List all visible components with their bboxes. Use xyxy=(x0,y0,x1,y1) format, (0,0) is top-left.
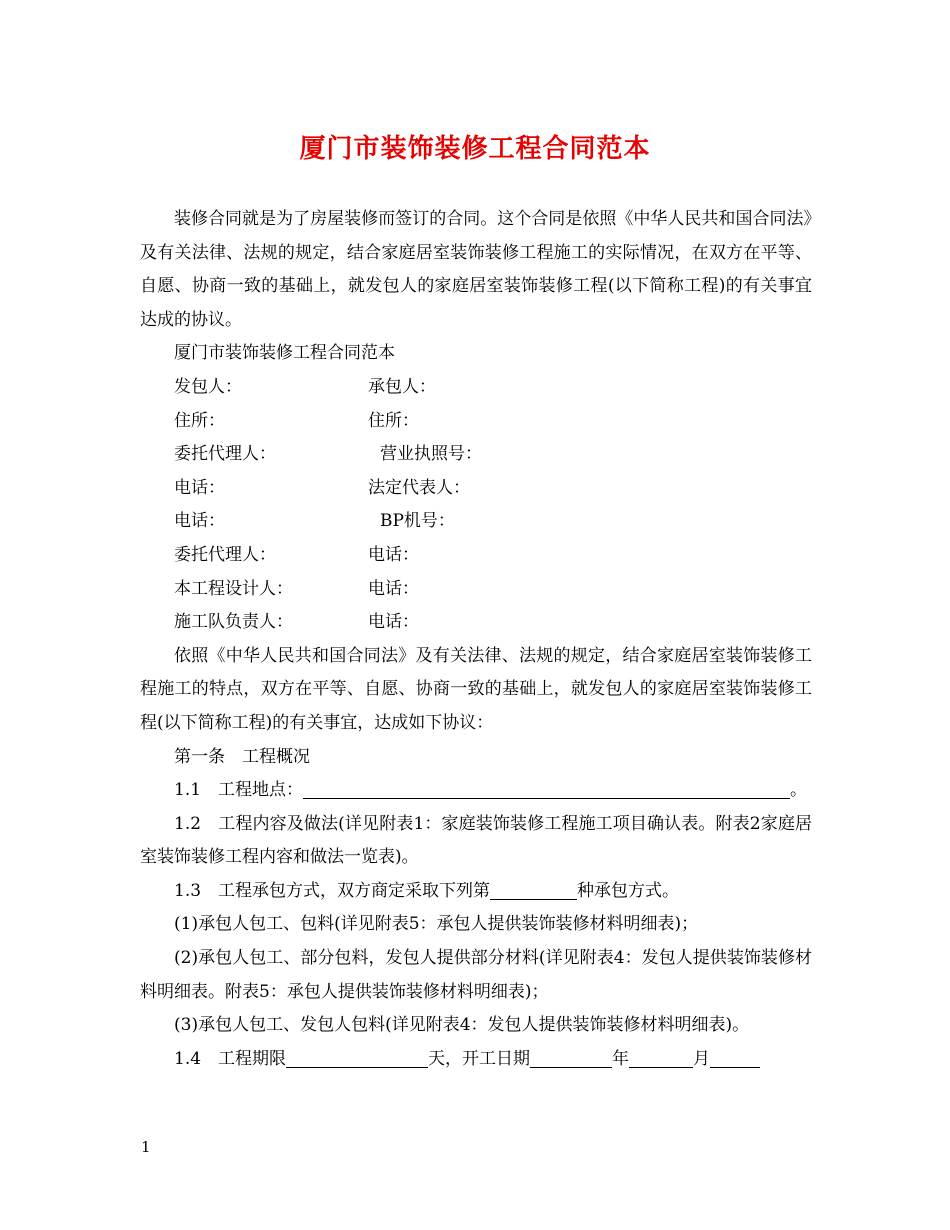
party-right-label: 电话： xyxy=(368,544,419,565)
party-row xyxy=(140,371,812,405)
contract-method-blank[interactable] xyxy=(490,877,577,900)
document-body xyxy=(140,203,812,1076)
clause-1-3 xyxy=(140,875,812,909)
clause-1-4-start: 天，开工日期 xyxy=(428,1048,531,1069)
clause-1-1-end: 。 xyxy=(790,780,808,801)
clause-1-4 xyxy=(140,1043,812,1077)
party-left-label: 委托代理人： xyxy=(174,544,276,565)
option-1: (1)承包人包工、包料(详见附表5：承包人提供装饰装修材料明细表)； xyxy=(174,914,699,935)
clause-1-4-text: 1.4 工程期限 xyxy=(174,1048,287,1069)
clause-1-3-suffix: 种承包方式。 xyxy=(577,880,680,901)
basis-paragraph: 依照《中华人民共和国合同法》及有关法律、法规的规定，结合家庭居室装饰装修工程施工的特点，双方在平等、自愿、协商一致的基础上，就发包人的家庭居室装饰装修工程(以下简称工程)的有关事宜，达成如下协议： xyxy=(140,645,812,733)
option-3: (3)承包人包工、发包人包料(详见附表4：发包人提供装饰装修材料明细表)。 xyxy=(174,1015,750,1036)
party-left-label: 本工程设计人： xyxy=(174,578,293,599)
document-title: 厦门市装饰装修工程合同范本 xyxy=(299,134,651,164)
party-right-label: 电话： xyxy=(368,612,419,633)
option-2: (2)承包人包工、部分包料，发包人提供部分材料(详见附表4：发包人提供装饰装修材料明细表。附表5：承包人提供装饰装修材料明细表)； xyxy=(140,948,812,1002)
clause-1-1 xyxy=(140,774,812,808)
party-right-label: 法定代表人： xyxy=(368,477,470,498)
party-row xyxy=(140,539,812,573)
party-right-label: BP机号： xyxy=(380,511,455,532)
clause-1-2: 1.2 工程内容及做法(详见附表1：家庭装饰装修工程施工项目确认表。附表2家庭居室装饰装修工程内容和做法一览表)。 xyxy=(140,813,812,868)
intro-paragraph: 装修合同就是为了房屋装修而签订的合同。这个合同是依照《中华人民共和国合同法》及有关法律、法规的规定，结合家庭居室装饰装修工程施工的实际情况，在双方在平等、自愿、协商一致的基础上，就发包人的家庭居室装饰装修工程(以下简称工程)的有关事宜达成的协议。 xyxy=(140,209,812,330)
party-row xyxy=(140,606,812,640)
party-row xyxy=(140,438,812,472)
party-left-label: 电话： xyxy=(174,477,225,498)
site-address-blank[interactable] xyxy=(303,776,790,799)
party-right-label: 住所： xyxy=(368,410,419,431)
party-right-label: 营业执照号： xyxy=(380,444,482,465)
party-row xyxy=(140,505,812,539)
month-label: 月 xyxy=(693,1048,711,1069)
party-left-label: 发包人： xyxy=(174,376,242,397)
start-day-blank[interactable] xyxy=(710,1045,760,1068)
party-right-label: 电话： xyxy=(368,578,419,599)
page-number: 1 xyxy=(141,1138,151,1156)
clause-1-1-label: 1.1 工程地点： xyxy=(174,780,304,801)
party-left-label: 电话： xyxy=(174,511,225,532)
party-left-label: 住所： xyxy=(174,410,225,431)
start-month-blank[interactable] xyxy=(629,1045,693,1068)
start-year-blank[interactable] xyxy=(530,1045,612,1068)
subtitle-line: 厦门市装饰装修工程合同范本 xyxy=(174,343,395,364)
party-row xyxy=(140,472,812,506)
party-left-label: 施工队负责人： xyxy=(174,612,293,633)
party-left-label: 委托代理人： xyxy=(174,444,276,465)
party-row xyxy=(140,573,812,607)
party-right-label: 承包人： xyxy=(368,376,436,397)
clause-1-3-text: 1.3 工程承包方式，双方商定采取下列第 xyxy=(174,880,491,901)
duration-days-blank[interactable] xyxy=(286,1045,428,1068)
party-row xyxy=(140,405,812,439)
year-label: 年 xyxy=(612,1048,630,1069)
article-1-heading: 第一条 工程概况 xyxy=(174,746,310,767)
